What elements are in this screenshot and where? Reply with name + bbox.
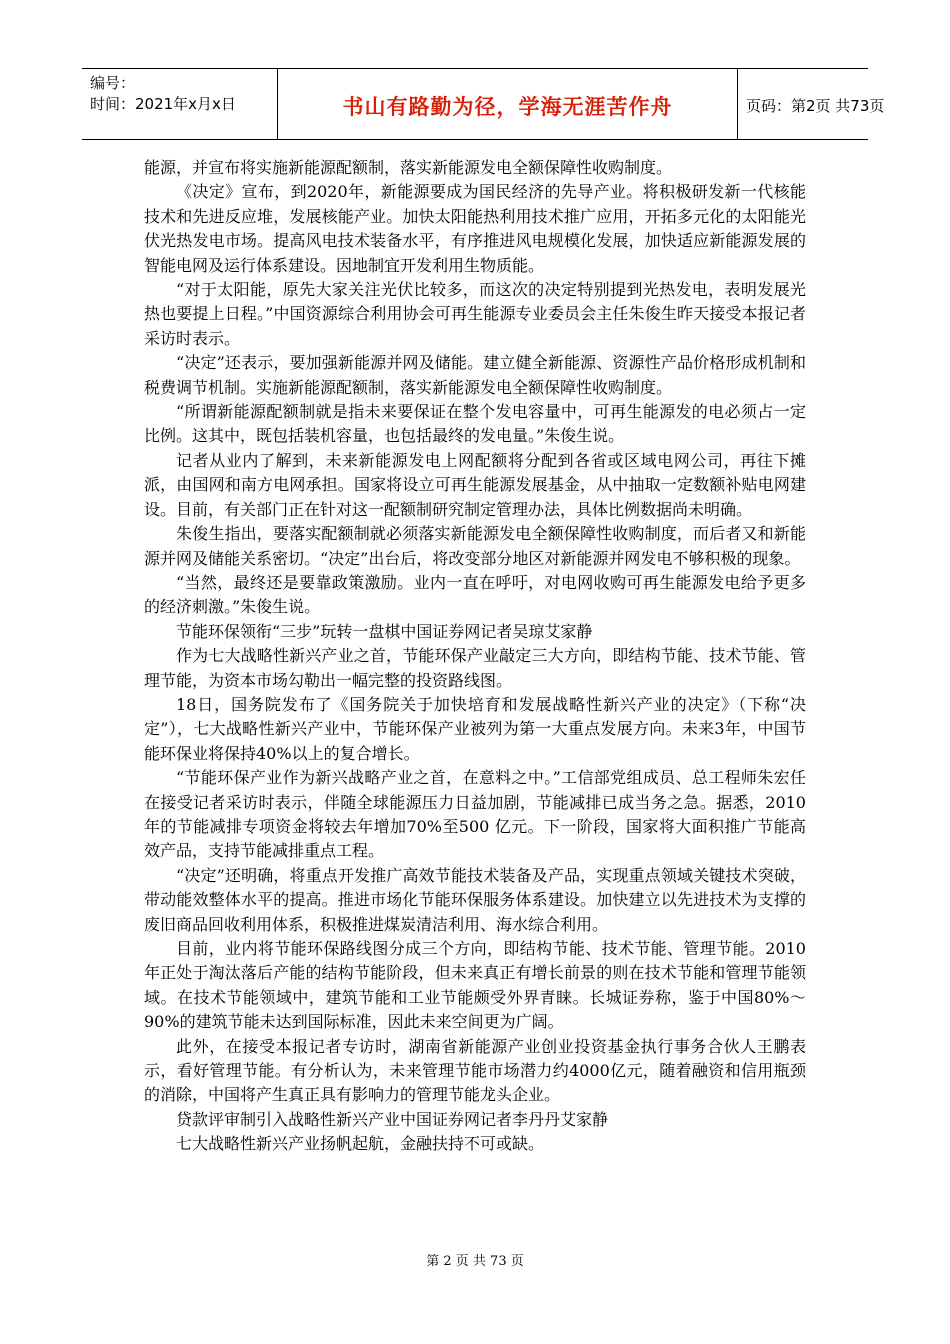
paragraph: 作为七大战略性新兴产业之首，节能环保产业敲定三大方向，即结构节能、技术节能、管理节能，为资本市场勾勒出一幅完整的投资路线图。 — [144, 646, 806, 690]
document-body — [144, 156, 806, 1157]
page-footer: 第 2 页 共 73 页 — [426, 1254, 524, 1269]
header-motto: 书山有路勤为径，学海无涯苦作舟 — [342, 95, 673, 119]
paragraph: “对于太阳能，原先大家关注光伏比较多，而这次的决定特别提到光热发电，表明发展光热也要提上日程。”中国资源综合利用协会可再生能源专业委员会主任朱俊生昨天接受本报记者采访时表示。 — [144, 280, 806, 348]
header-meta-cell — [82, 69, 278, 139]
header-page-cell — [738, 69, 885, 139]
paragraph: 目前，业内将节能环保路线图分成三个方向，即结构节能、技术节能、管理节能。2010年正处于淘汰落后产能的结构节能阶段，但未来真正有增长前景的则在技术节能和管理节能领域。在技术节能领域中，建筑节能和工业节能颇受外界青睐。长城证券称，鉴于中国80%～90%的建筑节能未达到国际标准，因此未来空间更为广阔。 — [144, 939, 806, 1032]
paragraph: 朱俊生指出，要落实配额制就必须落实新能源发电全额保障性收购制度，而后者又和新能源并网及储能关系密切。“决定”出台后，将改变部分地区对新能源并网发电不够积极的现象。 — [144, 524, 806, 568]
paragraph: 18日，国务院发布了《国务院关于加快培育和发展战略性新兴产业的决定》（下称“决定”），七大战略性新兴产业中，节能环保产业被列为第一大重点发展方向。未来3年，中国节能环保业将保持40%以上的复合增长。 — [144, 694, 806, 763]
paragraph: “所谓新能源配额制就是指未来要保证在整个发电容量中，可再生能源发的电必须占一定比例。这其中，既包括装机容量，也包括最终的发电量。”朱俊生说。 — [144, 402, 806, 446]
paragraph: 《决定》宣布，到2020年，新能源要成为国民经济的先导产业。将积极研发新一代核能技术和先进反应堆，发展核能产业。加快太阳能热利用技术推广应用，开拓多元化的太阳能光伏光热发电市场。提高风电技术装备水平，有序推进风电规模化发展，加快适应新能源发展的智能电网及运行体系建设。因地制宜开发利用生物质能。 — [144, 182, 806, 275]
paragraph: 此外，在接受本报记者专访时，湖南省新能源产业创业投资基金执行事务合伙人王鹏表示，看好管理节能。有分析认为，未来管理节能市场潜力约4000亿元，随着融资和信用瓶颈的消除，中国将产生真正具有影响力的管理节能龙头企业。 — [144, 1036, 806, 1105]
paragraph: 记者从业内了解到，未来新能源发电上网配额将分配到各省或区域电网公司，再往下摊派，由国网和南方电网承担。国家将设立可再生能源发展基金，从中抽取一定数额补贴电网建设。目前，有关部门正在针对这一配额制研究制定管理办法，具体比例数据尚未明确。 — [144, 450, 806, 519]
paragraph: “当然，最终还是要靠政策激励。业内一直在呼吁，对电网收购可再生能源发电给予更多的经济刺激。”朱俊生说。 — [144, 572, 806, 617]
section-heading: 贷款评审制引入战略性新兴产业中国证券网记者李丹丹艾家静 — [176, 1109, 609, 1129]
header-page-number: 页码：第2页 共73页 — [746, 97, 885, 115]
document-number-label: 编号： — [90, 74, 136, 92]
paragraph-continuation: 能源，并宣布将实施新能源配额制，落实新能源发电全额保障性收购制度。 — [144, 158, 673, 177]
paragraph: “节能环保产业作为新兴战略产业之首，在意料之中。”工信部党组成员、总工程师朱宏任在接受记者采访时表示，伴随全球能源压力日益加剧，节能减排已成当务之急。据悉，2010年的节能减排专项资金将较去年增加70%至500 亿元。下一阶段，国家将大面积推广节能高效产品，支持节能减排重点工程。 — [144, 768, 806, 861]
page-header — [82, 68, 885, 140]
section-heading: 节能环保领衔“三步”玩转一盘棋中国证券网记者吴琼艾家静 — [176, 621, 593, 641]
paragraph: “决定”还表示，要加强新能源并网及储能。建立健全新能源、资源性产品价格形成机制和税费调节机制。实施新能源配额制，落实新能源发电全额保障性收购制度。 — [144, 353, 806, 397]
paragraph: 七大战略性新兴产业扬帆起航，金融扶持不可或缺。 — [176, 1134, 545, 1154]
paragraph: “决定”还明确，将重点开发推广高效节能技术装备及产品，实现重点领域关键技术突破，带动能效整体水平的提高。推进市场化节能环保服务体系建设。加快建立以先进技术为支撑的废旧商品回收利用体系，积极推进煤炭清洁利用、海水综合利用。 — [144, 865, 806, 934]
header-motto-cell — [278, 69, 738, 139]
document-time-label: 时间：2021年x月x日 — [90, 95, 236, 113]
